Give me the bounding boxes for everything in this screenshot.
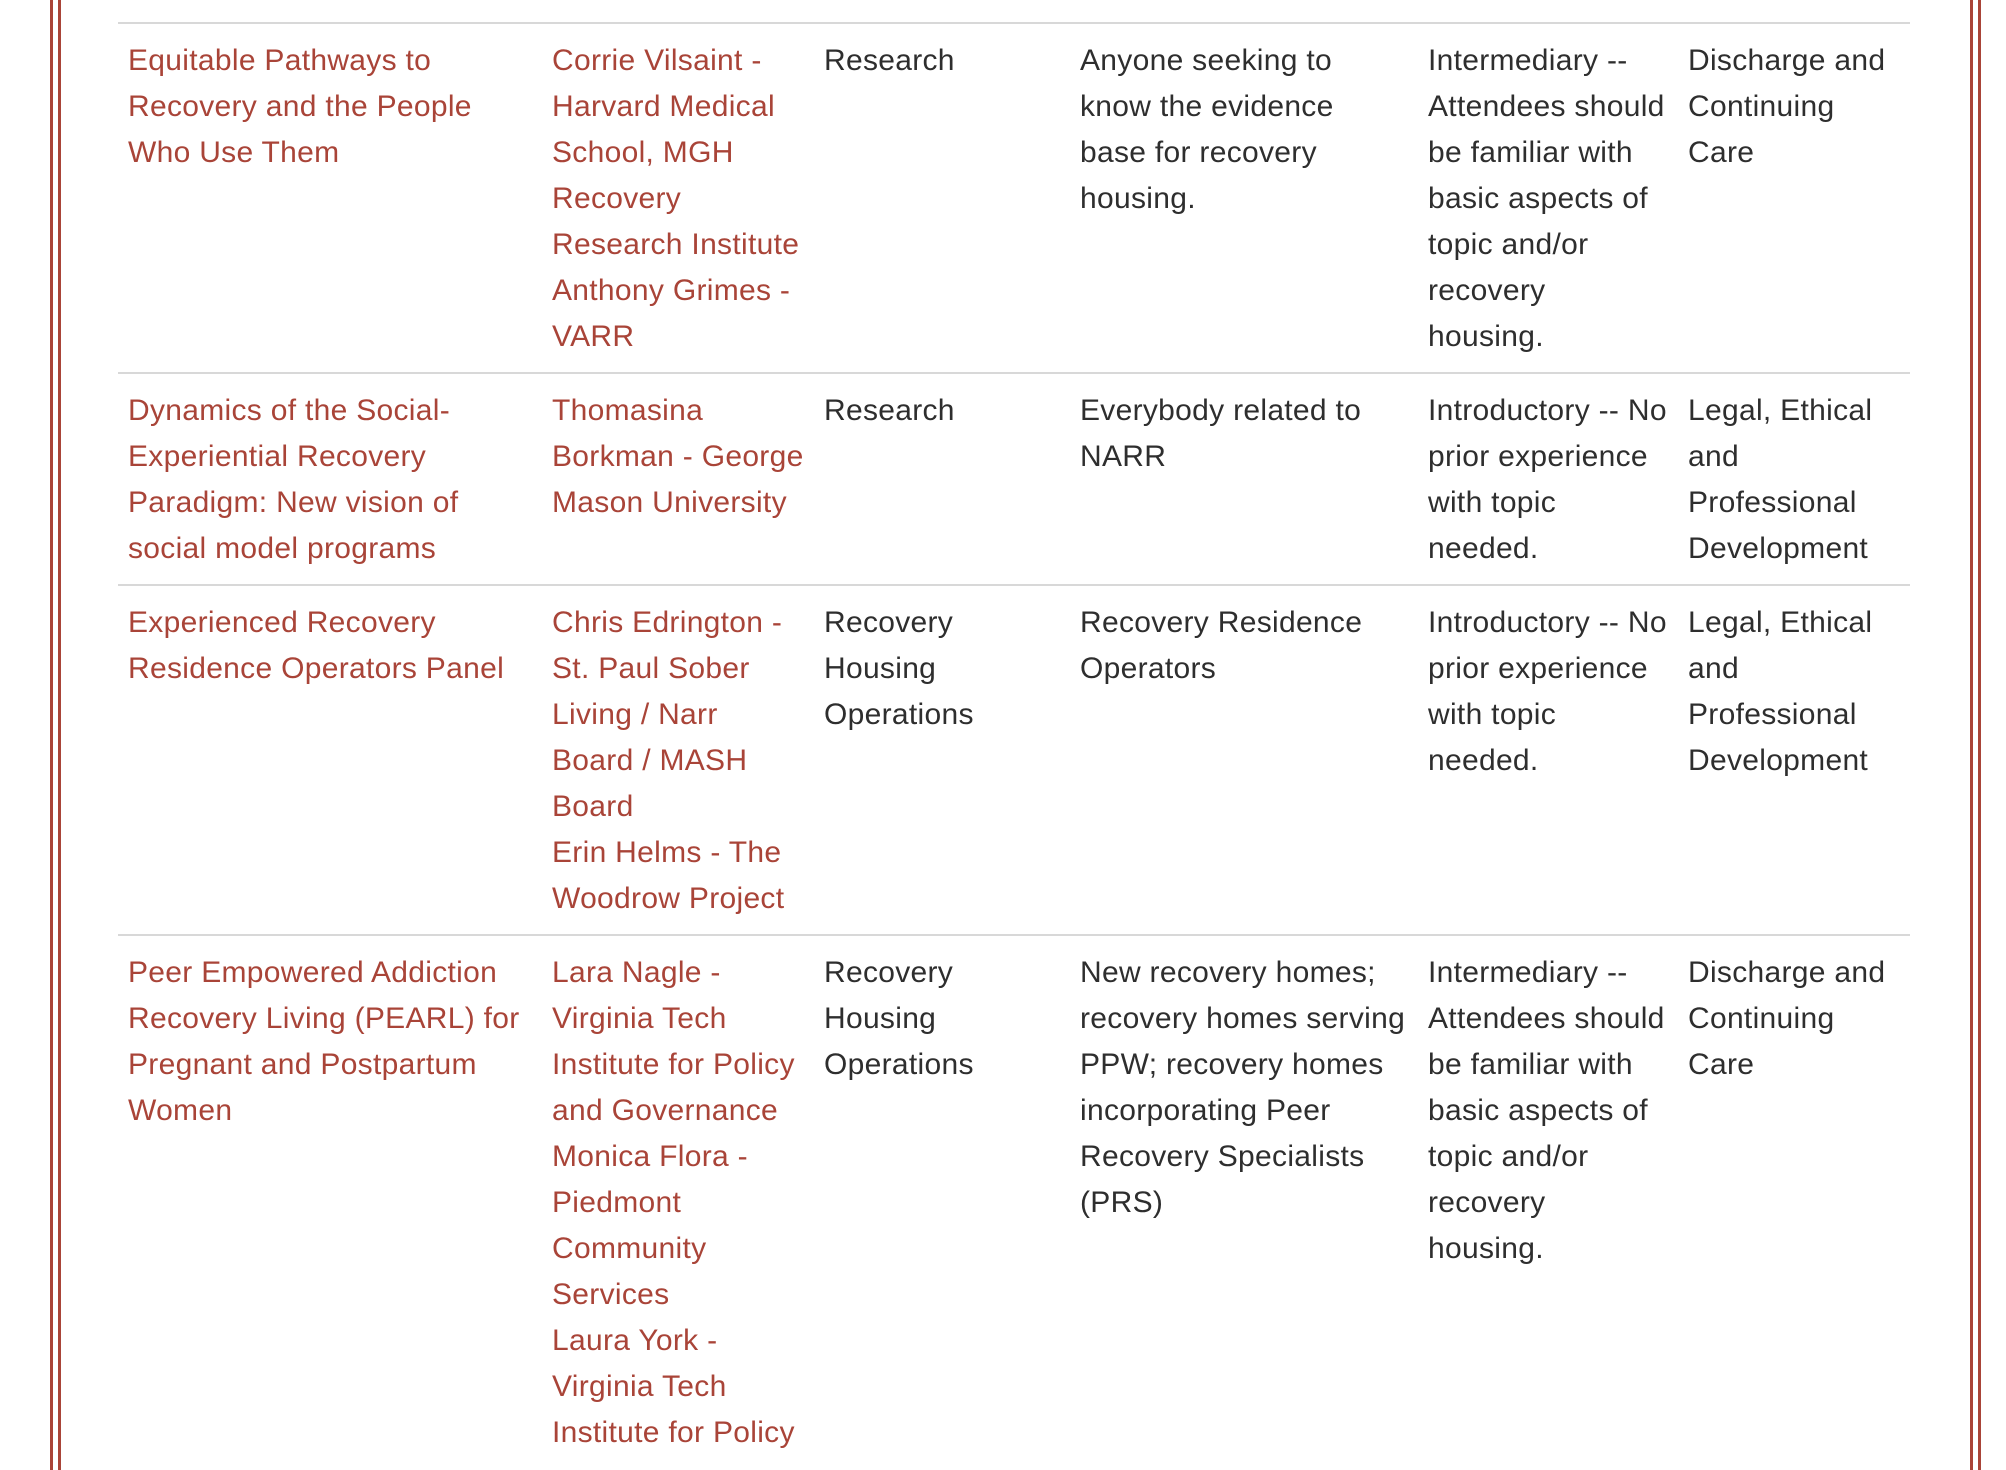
track-cell: Recovery Housing Operations — [824, 606, 974, 731]
track-cell: Recovery Housing Operations — [824, 956, 974, 1081]
speaker-link[interactable]: Erin Helms - The Woodrow Project — [552, 836, 785, 915]
speakers-cell — [542, 935, 814, 1468]
table-row — [118, 935, 1910, 1468]
audience-cell: New recovery homes; recovery homes serving PPW; recovery homes incorporating Peer Recovery Specialists (PRS) — [1080, 956, 1406, 1219]
left-border-outer — [50, 0, 53, 1470]
session-title-link[interactable]: Dynamics of the Social-Experiential Recovery Paradigm: New vision of social model programs — [128, 394, 459, 565]
session-title-cell[interactable] — [118, 373, 542, 585]
speakers-cell — [542, 585, 814, 935]
table-row — [118, 23, 1910, 373]
track-cell: Research — [824, 394, 955, 427]
table-row — [118, 373, 1910, 585]
speaker-link[interactable]: Chris Edrington - St. Paul Sober Living / Narr Board / MASH Board — [552, 606, 783, 823]
table-row — [118, 585, 1910, 935]
domain-cell: Legal, Ethical and Professional Development — [1688, 394, 1873, 565]
left-border-inner — [58, 0, 61, 1470]
sessions-table — [118, 22, 1910, 1468]
audience-cell: Anyone seeking to know the evidence base for recovery housing. — [1080, 44, 1334, 215]
track-cell: Research — [824, 44, 955, 77]
speaker-link[interactable]: Laura York - Virginia Tech Institute for Policy — [552, 1324, 795, 1449]
audience-cell: Everybody related to NARR — [1080, 394, 1362, 473]
level-cell: Intermediary -- Attendees should be familiar with basic aspects of topic and/or recovery housing. — [1428, 956, 1665, 1265]
domain-cell: Discharge and Continuing Care — [1688, 956, 1886, 1081]
speaker-link[interactable]: Monica Flora - Piedmont Community Services — [552, 1140, 748, 1311]
speaker-link[interactable]: Thomasina Borkman - George Mason University — [552, 394, 804, 519]
session-title-cell[interactable] — [118, 935, 542, 1468]
session-title-cell[interactable] — [118, 585, 542, 935]
audience-cell: Recovery Residence Operators — [1080, 606, 1363, 685]
speakers-cell — [542, 373, 814, 585]
session-title-link[interactable]: Peer Empowered Addiction Recovery Living (PEARL) for Pregnant and Postpartum Women — [128, 956, 520, 1127]
sessions-table-wrapper — [118, 22, 1910, 1468]
speaker-link[interactable]: Anthony Grimes - VARR — [552, 274, 791, 353]
speaker-link[interactable]: Corrie Vilsaint - Harvard Medical School, MGH Recovery Research Institute — [552, 44, 800, 261]
right-border-inner — [1970, 0, 1973, 1470]
domain-cell: Legal, Ethical and Professional Development — [1688, 606, 1873, 777]
right-border-outer — [1978, 0, 1981, 1470]
session-title-link[interactable]: Equitable Pathways to Recovery and the People Who Use Them — [128, 44, 472, 169]
level-cell: Intermediary -- Attendees should be familiar with basic aspects of topic and/or recovery housing. — [1428, 44, 1665, 353]
level-cell: Introductory -- No prior experience with topic needed. — [1428, 606, 1667, 777]
level-cell: Introductory -- No prior experience with topic needed. — [1428, 394, 1667, 565]
session-title-cell[interactable] — [118, 23, 542, 373]
speakers-cell — [542, 23, 814, 373]
domain-cell: Discharge and Continuing Care — [1688, 44, 1886, 169]
session-title-link[interactable]: Experienced Recovery Residence Operators Panel — [128, 606, 505, 685]
speaker-link[interactable]: Lara Nagle - Virginia Tech Institute for Policy and Governance — [552, 956, 795, 1127]
